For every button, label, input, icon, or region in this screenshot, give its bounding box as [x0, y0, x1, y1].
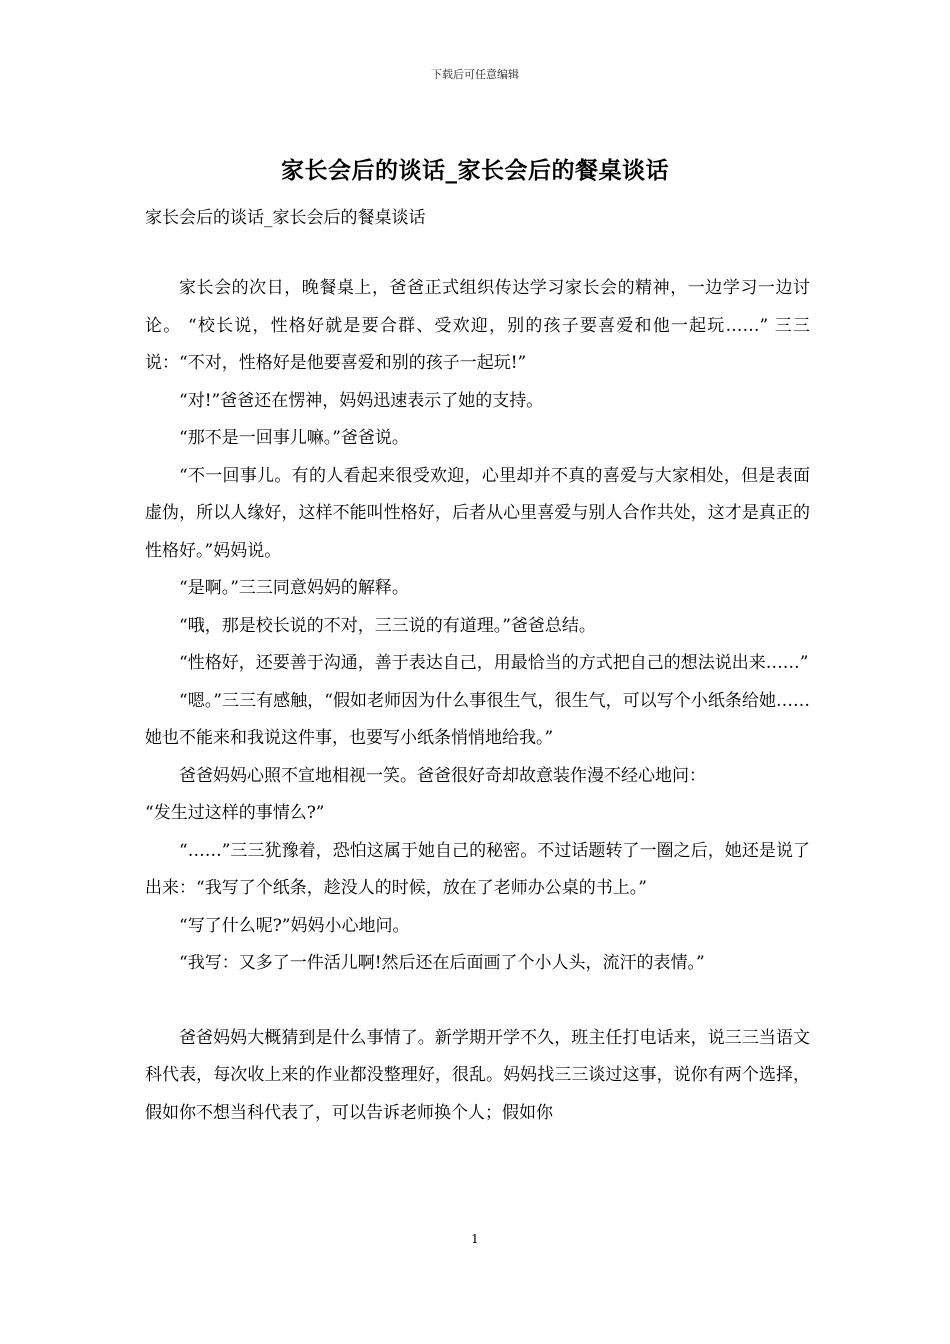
paragraph: “……”三三犹豫着，恐怕这属于她自己的秘密。不过话题转了一圈之后，她还是说了出来：“我写了个纸条，趁没人的时候，放在了老师办公桌的书上。” [145, 840, 810, 898]
document-title: 家长会后的谈话_家长会后的餐桌谈话 [281, 157, 669, 184]
paragraph: 家长会的次日，晚餐桌上，爸爸正式组织传达学习家长会的精神，一边学习一边讨论。 “校长说，性格好就是要合群、受欢迎，别的孩子要喜爱和他一起玩……” 三三说：“不对，性格好是他要喜爱和别的孩子一起玩!” [145, 278, 810, 373]
paragraph: “写了什么呢?”妈妈小心地问。 [179, 915, 410, 936]
paragraph: 爸爸妈妈大概猜到是什么事情了。新学期开学不久，班主任打电话来，说三三当语文科代表，每次收上来的作业都没整理好，很乱。妈妈找三三谈过这事，说你有两个选择，假如你不想当科代表了，可以告诉老师换个人；假如你 [145, 1027, 810, 1123]
paragraph: “那不是一回事儿嘛。”爸爸说。 [179, 428, 409, 448]
document-subtitle: 家长会后的谈话_家长会后的餐桌谈话 [145, 208, 426, 228]
page-header: 下载后可任意编辑 [431, 68, 519, 81]
page-number: 1 [471, 1232, 479, 1246]
paragraph: “不一回事儿。有的人看起来很受欢迎，心里却并不真的喜爱与大家相处，但是表面虚伪，所以人缘好，这样不能叫性格好，后者从心里喜爱与别人合作共处，这才是真正的性格好。”妈妈说。 [145, 465, 810, 561]
document-body [145, 270, 810, 1132]
paragraph: 爸爸妈妈心照不宣地相视一笑。爸爸很好奇却故意装作漫不经心地问： [179, 765, 706, 786]
paragraph: “我写：又多了一件活儿啊!然后还在后面画了个小人头，流汗的表情。” [179, 953, 705, 973]
paragraph: “对!”爸爸还在愣神，妈妈迅速表示了她的支持。 [179, 390, 544, 411]
paragraph: “性格好，还要善于沟通，善于表达自己，用最恰当的方式把自己的想法说出来……” [179, 653, 809, 673]
paragraph: “发生过这样的事情么?” [145, 803, 325, 823]
paragraph: “哦，那是校长说的不对，三三说的有道理。”爸爸总结。 [179, 615, 596, 636]
paragraph: “是啊。”三三同意妈妈的解释。 [179, 578, 409, 598]
paragraph: “嗯。”三三有感触，“假如老师因为什么事很生气，很生气，可以写个小纸条给她……她也不能来和我说这件事，也要写小纸条悄悄地给我。” [145, 690, 810, 748]
